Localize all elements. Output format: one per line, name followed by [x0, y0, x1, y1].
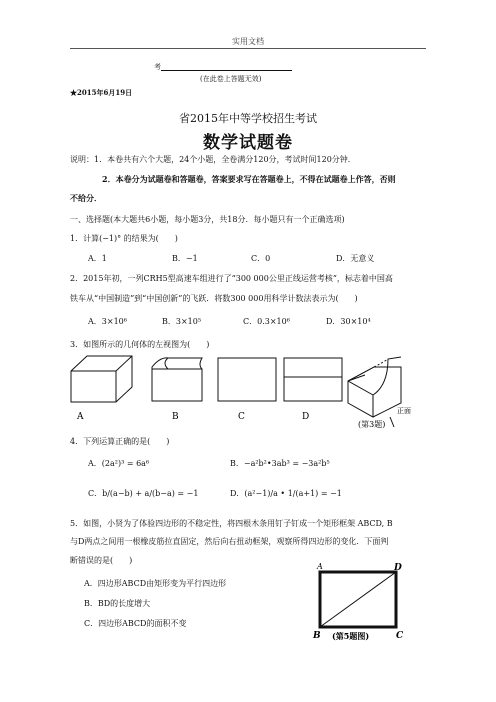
q3-option-a-view	[71, 356, 132, 402]
q5-figure	[310, 562, 420, 644]
q5-option-c: C．四边形ABCD的面积不变	[84, 619, 187, 628]
q5-line-3: 断错误的是( )	[70, 556, 133, 565]
q1-option-a: A．1	[88, 254, 107, 263]
q3-stem: 3．如图所示的几何体的左视图为( )	[70, 340, 210, 349]
q2-line-1: 2．2015年初，一列CRH5型高速车组进行了“300 000公里正线运营考核”，标志着中国高	[70, 274, 393, 283]
exam-title: 省2015年中等学校招生考试	[179, 112, 317, 125]
q3-front-label: 正面	[397, 407, 411, 415]
q4-option-a: A．(2a²)³ = 6a⁶	[88, 459, 150, 468]
q3-option-d-view	[284, 358, 342, 401]
q5-figure-label: (第5题图)	[332, 631, 370, 641]
q2-option-b: B．3×10⁵	[162, 317, 202, 326]
q5-vertex-a: A	[317, 562, 323, 571]
q5-option-a: A．四边形ABCD由矩形变为平行四边形	[84, 579, 227, 588]
instructions-line-1: 说明：1．本卷共有六个大题，24个小题，全卷满分120分，考试时间120分钟．	[70, 155, 356, 164]
q3-label-c: C	[238, 412, 245, 422]
q4-option-c: C．b/(a−b) + a/(b−a) = −1	[88, 489, 199, 498]
section-1-heading: 一、选择题(本大题共6小题，每小题3分，共18分．每小题只有一个正确选项)	[70, 215, 345, 224]
q4-option-b: B．−a²b²•3ab³ = −3a²b⁵	[230, 459, 330, 468]
q3-label-a: A	[77, 412, 84, 422]
q2-line-2: 铁车从“中国制造”到“中国创新”的飞跃．将数300 000用科学计数法表示为( )	[70, 294, 358, 303]
q1-option-b: B．−1	[172, 254, 198, 263]
q5-vertex-b: B	[313, 631, 321, 641]
q3-solid-figure	[348, 357, 401, 427]
exam-note: (在此卷上答题无效)	[200, 75, 262, 83]
q3-figure-label: (第3题)	[358, 420, 386, 429]
q5-vertex-c: C	[396, 631, 404, 641]
header-rule	[70, 48, 426, 49]
q2-option-d: D．30×10⁴	[326, 317, 371, 326]
page-header: 实用文档	[232, 37, 264, 46]
q5-line-2: 与D两点之间用一根橡皮筋拉直固定，然后向右扭动框架，观察所得四边形的变化．下面判	[70, 537, 389, 546]
q5-vertex-d: D	[394, 563, 402, 573]
q1-option-c: C．0	[251, 254, 271, 263]
q1-option-d: D．无意义	[336, 254, 375, 263]
q5-diagonal-bd	[320, 572, 396, 627]
exam-number-label: 考	[154, 63, 161, 71]
paper-title: 数学试题卷	[203, 133, 293, 153]
q3-figure	[70, 355, 430, 435]
q2-option-c: C．0.3×10⁶	[243, 317, 290, 326]
q3-option-c-view	[218, 358, 276, 401]
q3-label-d: D	[302, 412, 310, 422]
q1-stem: 1．计算(−1)° 的结果为( )	[70, 234, 178, 243]
q3-label-b: B	[172, 412, 179, 422]
q2-option-a: A．3×10⁶	[88, 317, 127, 326]
q4-stem: 4．下列运算正确的是( )	[70, 437, 170, 446]
exam-number-underline	[161, 70, 292, 71]
q5-option-b: B．BD的长度增大	[84, 599, 151, 608]
instructions-line-3: 不给分．	[70, 193, 102, 203]
q5-line-1: 5．如图，小贤为了体验四边形的不稳定性，将四根木条用钉子钉成一个矩形框架 ABCD, B	[70, 519, 393, 528]
q4-option-d: D．(a²−1)/a • 1/(a+1) = −1	[230, 489, 342, 498]
instructions-line-2: 2．本卷分为试题卷和答题卷，答案要求写在答题卷上，不得在试题卷上作答，否则	[102, 174, 396, 184]
exam-date: ★2015年6月19日	[70, 88, 133, 97]
q3-option-b-view	[152, 358, 202, 401]
